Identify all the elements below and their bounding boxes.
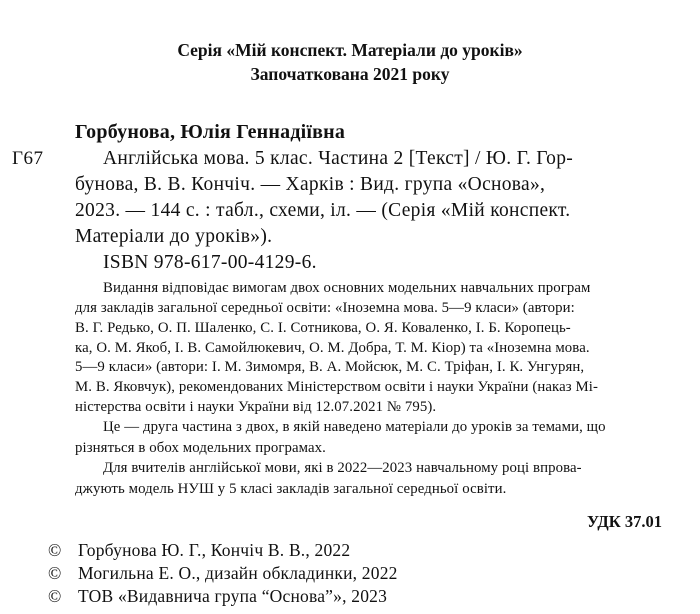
copyright-line xyxy=(48,563,398,584)
bibliographic-line: бунова, В. В. Кончіч. — Харків : Вид. група «Основа», xyxy=(75,174,546,195)
annotation-line: різняться в обох модельних програмах. xyxy=(75,440,326,456)
copyright-text: ТОВ «Видавнича група “Основа”», 2023 xyxy=(78,586,388,606)
bibliographic-line: Матеріали до уроків»). xyxy=(75,226,273,247)
copyright-line xyxy=(48,586,387,607)
copyright-line xyxy=(48,540,350,561)
annotation-line: Видання відповідає вимогам двох основних модельних навчальних програм xyxy=(103,280,591,296)
annotation-line: Для вчителів англійської мови, які в 2022—2023 навчальному році впрова- xyxy=(103,460,582,476)
annotation-line: джують модель НУШ у 5 класі закладів загальної середньої освіти. xyxy=(75,481,507,497)
copyright-icon: © xyxy=(48,586,62,606)
annotation-line: для закладів загальної середньої освіти: «Іноземна мова. 5—9 класи» (автори: xyxy=(75,300,575,316)
annotation-line: Це — друга частина з двох, в якій наведено матеріали до уроків за темами, що xyxy=(103,419,606,435)
annotation-line: ністерства освіти і науки України від 12.07.2021 № 795). xyxy=(75,399,437,415)
bibliographic-line: Англійська мова. 5 клас. Частина 2 [Текст] / Ю. Г. Гор- xyxy=(103,148,574,169)
series-start-year: Започаткована 2021 року xyxy=(250,64,450,84)
author-heading: Горбунова, Юлія Геннадіївна xyxy=(75,121,346,143)
series-title: Серія «Мій конспект. Матеріали до уроків» xyxy=(177,40,523,60)
copyright-text: Горбунова Ю. Г., Кончіч В. В., 2022 xyxy=(78,540,351,560)
udk-code: УДК 37.01 xyxy=(586,512,662,531)
copyright-text: Могильна Е. О., дизайн обкладинки, 2022 xyxy=(78,563,398,583)
annotation-line: М. В. Яковчук), рекомендованих Міністерством освіти і науки України (наказ Мі- xyxy=(75,379,599,395)
annotation-line: В. Г. Редько, О. П. Шаленко, С. І. Сотникова, О. Я. Коваленко, І. Б. Коропець- xyxy=(75,320,571,336)
copyright-icon: © xyxy=(48,563,62,583)
bibliographic-line: 2023. — 144 с. : табл., схеми, іл. — (Серія «Мій конспект. xyxy=(75,200,571,221)
annotation-line: 5—9 класи» (автори: І. М. Зимомря, В. А. Мойсюк, М. С. Тріфан, І. К. Унгурян, xyxy=(75,359,585,375)
copyright-icon: © xyxy=(48,540,62,560)
author-mark-code: Г67 xyxy=(12,148,44,169)
annotation-line: ка, О. М. Якоб, І. В. Самойлюкевич, О. М. Добра, Т. М. Кіор) та «Іноземна мова. xyxy=(75,340,590,356)
isbn: ISBN 978-617-00-4129-6. xyxy=(103,252,317,273)
